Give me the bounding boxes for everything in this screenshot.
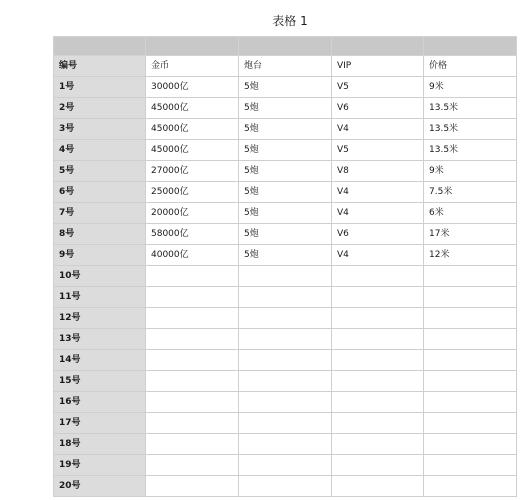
table-row bbox=[54, 98, 517, 119]
row-id-cell[interactable]: 16号 bbox=[54, 392, 146, 413]
coins-cell[interactable]: 27000亿 bbox=[146, 161, 239, 182]
cannon-cell[interactable]: 5炮 bbox=[239, 182, 332, 203]
coins-cell[interactable] bbox=[146, 329, 239, 350]
coins-cell[interactable]: 45000亿 bbox=[146, 140, 239, 161]
price-cell[interactable] bbox=[424, 308, 517, 329]
price-cell[interactable] bbox=[424, 266, 517, 287]
vip-cell[interactable] bbox=[332, 413, 424, 434]
price-cell[interactable] bbox=[424, 392, 517, 413]
table-row bbox=[54, 224, 517, 245]
cannon-cell[interactable] bbox=[239, 350, 332, 371]
data-table bbox=[53, 36, 517, 497]
price-cell[interactable]: 7.5米 bbox=[424, 182, 517, 203]
table-row bbox=[54, 140, 517, 161]
table-row bbox=[54, 77, 517, 98]
header-band-cell bbox=[146, 37, 239, 56]
row-id-cell[interactable]: 15号 bbox=[54, 371, 146, 392]
row-id-cell[interactable]: 8号 bbox=[54, 224, 146, 245]
coins-cell[interactable] bbox=[146, 434, 239, 455]
table-row bbox=[54, 392, 517, 413]
price-cell[interactable]: 13.5米 bbox=[424, 98, 517, 119]
row-id-cell[interactable]: 9号 bbox=[54, 245, 146, 266]
cannon-cell[interactable] bbox=[239, 392, 332, 413]
header-band-cell bbox=[54, 37, 146, 56]
coins-cell[interactable]: 40000亿 bbox=[146, 245, 239, 266]
vip-cell[interactable] bbox=[332, 329, 424, 350]
coins-cell[interactable] bbox=[146, 266, 239, 287]
vip-cell[interactable] bbox=[332, 476, 424, 497]
coins-cell[interactable] bbox=[146, 350, 239, 371]
vip-cell[interactable]: V6 bbox=[332, 98, 424, 119]
table-title: 表格 1 bbox=[272, 14, 308, 28]
table-row bbox=[54, 455, 517, 476]
coins-cell[interactable] bbox=[146, 308, 239, 329]
price-cell[interactable]: 12米 bbox=[424, 245, 517, 266]
coins-cell[interactable] bbox=[146, 413, 239, 434]
price-cell[interactable] bbox=[424, 329, 517, 350]
price-cell[interactable]: 9米 bbox=[424, 161, 517, 182]
vip-cell[interactable]: V4 bbox=[332, 245, 424, 266]
table-row bbox=[54, 203, 517, 224]
vip-cell[interactable] bbox=[332, 392, 424, 413]
vip-cell[interactable]: V5 bbox=[332, 140, 424, 161]
vip-cell[interactable]: V5 bbox=[332, 77, 424, 98]
table-row bbox=[54, 371, 517, 392]
cannon-cell[interactable] bbox=[239, 329, 332, 350]
cannon-cell[interactable]: 5炮 bbox=[239, 77, 332, 98]
row-id-cell[interactable]: 6号 bbox=[54, 182, 146, 203]
price-cell[interactable]: 13.5米 bbox=[424, 119, 517, 140]
table-row bbox=[54, 413, 517, 434]
row-id-cell[interactable]: 13号 bbox=[54, 329, 146, 350]
row-id-cell[interactable]: 5号 bbox=[54, 161, 146, 182]
row-id-cell[interactable]: 7号 bbox=[54, 203, 146, 224]
column-header-price[interactable]: 价格 bbox=[424, 56, 517, 77]
header-band-row bbox=[54, 37, 517, 56]
coins-cell[interactable] bbox=[146, 371, 239, 392]
row-id-cell[interactable]: 18号 bbox=[54, 434, 146, 455]
coins-cell[interactable]: 30000亿 bbox=[146, 77, 239, 98]
vip-cell[interactable]: V8 bbox=[332, 161, 424, 182]
column-header-vip[interactable]: VIP bbox=[332, 56, 424, 77]
row-id-cell[interactable]: 11号 bbox=[54, 287, 146, 308]
column-header-row bbox=[54, 56, 517, 77]
cannon-cell[interactable]: 5炮 bbox=[239, 245, 332, 266]
vip-cell[interactable] bbox=[332, 371, 424, 392]
table-row bbox=[54, 434, 517, 455]
price-cell[interactable] bbox=[424, 350, 517, 371]
vip-cell[interactable] bbox=[332, 434, 424, 455]
price-cell[interactable] bbox=[424, 371, 517, 392]
vip-cell[interactable]: V4 bbox=[332, 203, 424, 224]
table-row bbox=[54, 161, 517, 182]
row-id-cell[interactable]: 12号 bbox=[54, 308, 146, 329]
price-cell[interactable]: 6米 bbox=[424, 203, 517, 224]
row-id-cell[interactable]: 1号 bbox=[54, 77, 146, 98]
price-cell[interactable]: 9米 bbox=[424, 77, 517, 98]
row-id-cell[interactable]: 2号 bbox=[54, 98, 146, 119]
vip-cell[interactable]: V4 bbox=[332, 119, 424, 140]
coins-cell[interactable]: 20000亿 bbox=[146, 203, 239, 224]
price-cell[interactable] bbox=[424, 287, 517, 308]
column-header-cannon[interactable]: 炮台 bbox=[239, 56, 332, 77]
table-row bbox=[54, 119, 517, 140]
cannon-cell[interactable] bbox=[239, 476, 332, 497]
cannon-cell[interactable]: 5炮 bbox=[239, 119, 332, 140]
row-id-cell[interactable]: 14号 bbox=[54, 350, 146, 371]
cannon-cell[interactable] bbox=[239, 266, 332, 287]
cannon-cell[interactable] bbox=[239, 308, 332, 329]
row-id-cell[interactable]: 4号 bbox=[54, 140, 146, 161]
vip-cell[interactable]: V4 bbox=[332, 182, 424, 203]
header-band-cell bbox=[239, 37, 332, 56]
coins-cell[interactable]: 58000亿 bbox=[146, 224, 239, 245]
cannon-cell[interactable]: 5炮 bbox=[239, 224, 332, 245]
table-row bbox=[54, 287, 517, 308]
cannon-cell[interactable] bbox=[239, 371, 332, 392]
row-id-cell[interactable]: 17号 bbox=[54, 413, 146, 434]
table-row bbox=[54, 476, 517, 497]
vip-cell[interactable] bbox=[332, 350, 424, 371]
price-cell[interactable] bbox=[424, 455, 517, 476]
table-row bbox=[54, 329, 517, 350]
coins-cell[interactable] bbox=[146, 476, 239, 497]
cannon-cell[interactable] bbox=[239, 455, 332, 476]
table-row bbox=[54, 266, 517, 287]
cannon-cell[interactable]: 5炮 bbox=[239, 98, 332, 119]
cannon-cell[interactable]: 5炮 bbox=[239, 203, 332, 224]
price-cell[interactable] bbox=[424, 413, 517, 434]
coins-cell[interactable]: 25000亿 bbox=[146, 182, 239, 203]
vip-cell[interactable] bbox=[332, 308, 424, 329]
row-id-cell[interactable]: 19号 bbox=[54, 455, 146, 476]
cannon-cell[interactable]: 5炮 bbox=[239, 140, 332, 161]
row-id-cell[interactable]: 3号 bbox=[54, 119, 146, 140]
cannon-cell[interactable] bbox=[239, 434, 332, 455]
cannon-cell[interactable] bbox=[239, 287, 332, 308]
row-id-cell[interactable]: 20号 bbox=[54, 476, 146, 497]
row-id-cell[interactable]: 10号 bbox=[54, 266, 146, 287]
table-row bbox=[54, 350, 517, 371]
header-band-cell bbox=[424, 37, 517, 56]
column-header-id[interactable]: 编号 bbox=[54, 56, 146, 77]
table-row bbox=[54, 245, 517, 266]
coins-cell[interactable] bbox=[146, 392, 239, 413]
coins-cell[interactable]: 45000亿 bbox=[146, 98, 239, 119]
coins-cell[interactable]: 45000亿 bbox=[146, 119, 239, 140]
table-row bbox=[54, 308, 517, 329]
price-cell[interactable] bbox=[424, 476, 517, 497]
vip-cell[interactable] bbox=[332, 266, 424, 287]
table-row bbox=[54, 182, 517, 203]
cannon-cell[interactable] bbox=[239, 413, 332, 434]
coins-cell[interactable] bbox=[146, 287, 239, 308]
header-band-cell bbox=[332, 37, 424, 56]
price-cell[interactable]: 13.5米 bbox=[424, 140, 517, 161]
column-header-coins[interactable]: 金币 bbox=[146, 56, 239, 77]
price-cell[interactable]: 17米 bbox=[424, 224, 517, 245]
cannon-cell[interactable]: 5炮 bbox=[239, 161, 332, 182]
price-cell[interactable] bbox=[424, 434, 517, 455]
vip-cell[interactable] bbox=[332, 287, 424, 308]
vip-cell[interactable] bbox=[332, 455, 424, 476]
vip-cell[interactable]: V6 bbox=[332, 224, 424, 245]
coins-cell[interactable] bbox=[146, 455, 239, 476]
